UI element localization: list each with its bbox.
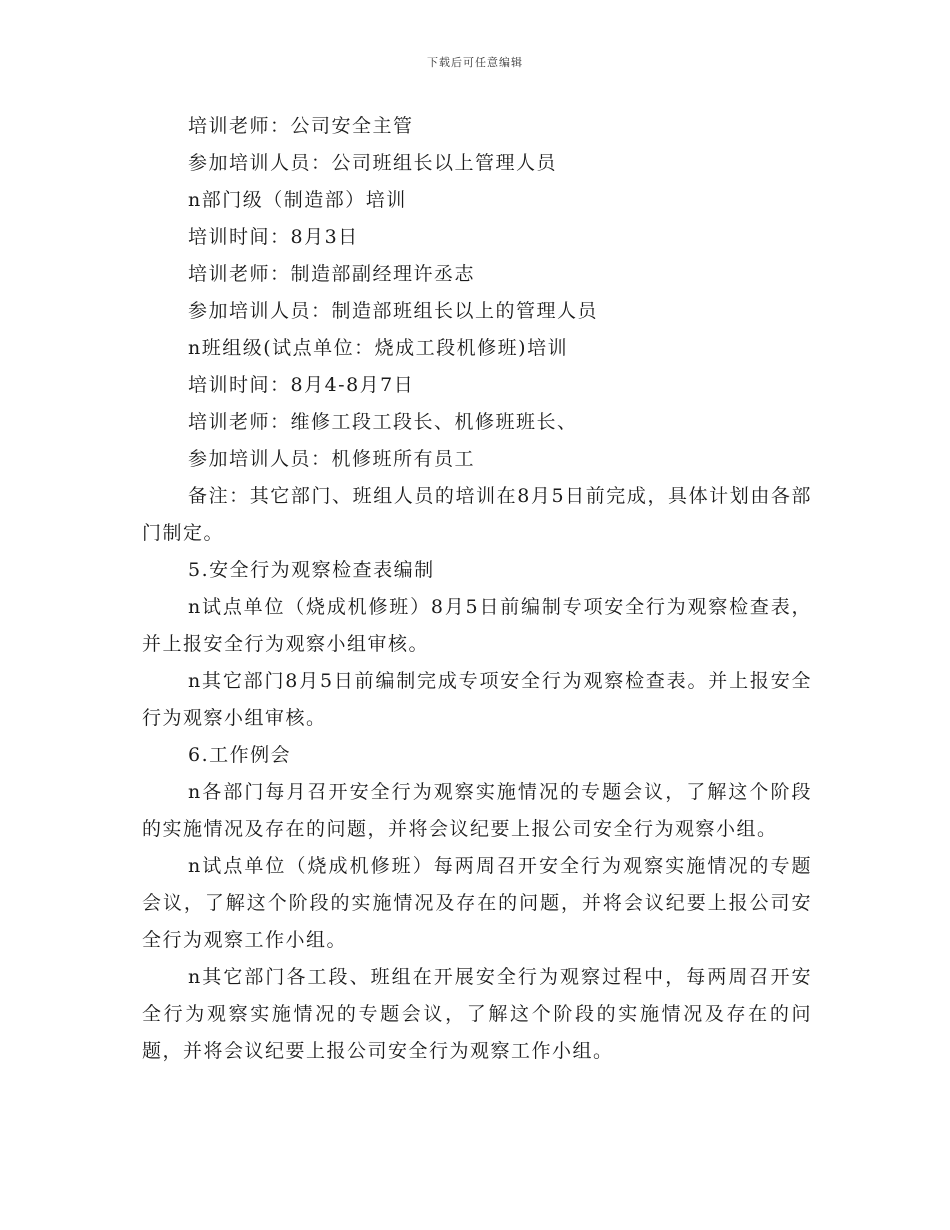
paragraph: n其它部门各工段、班组在开展安全行为观察过程中，每两周召开安全行为观察实施情况的专题会议，了解这个阶段的实施情况及存在的问题，并将会议纪要上报公司安全行为观察工作小组。 [142,966,812,1062]
document-body [142,108,812,1070]
paragraph: n试点单位（烧成机修班）每两周召开安全行为观察实施情况的专题会议，了解这个阶段的实施情况及存在的问题，并将会议纪要上报公司安全行为观察工作小组。 [142,855,812,951]
paragraph: n试点单位（烧成机修班）8月5日前编制专项安全行为观察检查表，并上报安全行为观察小组审核。 [142,596,812,655]
paragraph: 培训老师：维修工段工段长、机修班班长、 [188,411,578,433]
paragraph: n其它部门8月5日前编制完成专项安全行为观察检查表。并上报安全行为观察小组审核。 [142,670,812,729]
paragraph: 参加培训人员：制造部班组长以上的管理人员 [188,300,599,322]
paragraph: 培训老师：公司安全主管 [188,115,414,137]
section-heading: 6.工作例会 [188,744,292,766]
paragraph: 培训老师：制造部副经理许丞志 [188,263,476,285]
paragraph: 参加培训人员：机修班所有员工 [188,448,476,470]
page-header: 下载后可任意编辑 [427,56,523,69]
paragraph: 培训时间：8月3日 [188,226,359,248]
paragraph: 参加培训人员：公司班组长以上管理人员 [188,152,558,174]
paragraph: 备注：其它部门、班组人员的培训在8月5日前完成，具体计划由各部门制定。 [142,485,812,544]
section-heading: 5.安全行为观察检查表编制 [188,559,435,581]
paragraph: 培训时间：8月4-8月7日 [188,374,415,396]
paragraph: n班组级(试点单位：烧成工段机修班)培训 [188,337,569,359]
paragraph: n各部门每月召开安全行为观察实施情况的专题会议，了解这个阶段的实施情况及存在的问题，并将会议纪要上报公司安全行为观察小组。 [142,781,812,840]
paragraph: n部门级（制造部）培训 [188,189,407,211]
